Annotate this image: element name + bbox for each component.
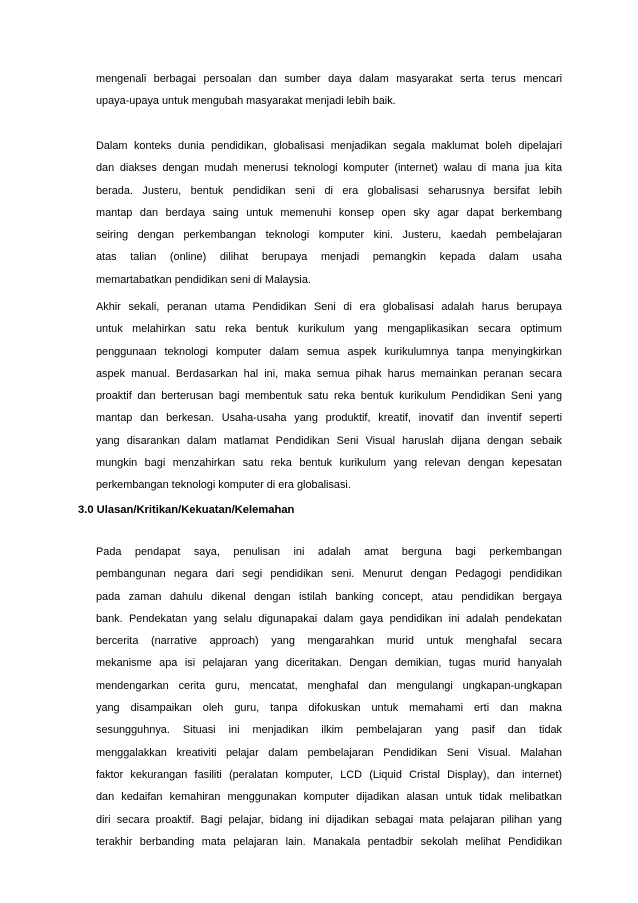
text-line: atas talian (online) dilihat berupaya menjadi pemangkin kepada dalam usaha <box>96 251 562 264</box>
text-line: bercerita (narrative approach) yang mengarahkan murid untuk menghafal secara <box>96 635 562 648</box>
paragraph-continuation <box>96 68 562 113</box>
paragraph-globalisasi <box>96 135 562 291</box>
text-line: terakhir berbanding mata pelajaran lain. Manakala pentadbir sekolah melihat Pendidikan <box>96 835 562 848</box>
text-line: yang disampaikan oleh guru, tanpa difokuskan untuk memahami erti dan makna <box>96 702 562 715</box>
text-line: seiring dengan perkembangan teknologi komputer kini. Justeru, kaedah pembelajaran <box>96 229 562 242</box>
text-line: dan diakses dengan mudah menerusi teknologi komputer (internet) walau di mana jua kita <box>96 162 562 175</box>
text-line: pembangunan negara dari segi pendidikan seni. Menurut dengan Pedagogi pendidikan <box>96 568 562 581</box>
text-line: mekanisme apa isi pelajaran yang diceritakan. Dengan demikian, tugas murid hanyalah <box>96 657 562 670</box>
text-line: bank. Pendekatan yang selalu digunapakai dalam gaya pendidikan ini adalah pendekatan <box>96 612 562 625</box>
section-heading: 3.0 Ulasan/Kritikan/Kekuatan/Kelemahan <box>78 504 295 516</box>
text-line: dan kedaifan kemahiran menggunakan komputer dijadikan alasan untuk tidak melibatkan <box>96 791 562 804</box>
text-line: aspek manual. Berdasarkan hal ini, maka semua pihak harus memainkan peranan secara <box>96 367 562 380</box>
text-line: pada zaman dahulu dikenal dengan istilah banking concept, atau pendidikan bergaya <box>96 590 562 603</box>
text-line: proaktif dan berterusan bagi membentuk satu reka bentuk kurikulum Pendidikan Seni yang <box>96 390 562 403</box>
text-line: perkembangan teknologi komputer di era globalisasi. <box>96 479 351 492</box>
text-line: mantap dan berkesan. Usaha-usaha yang produktif, kreatif, inovatif dan inventif seperti <box>96 412 562 425</box>
text-line: berada. Justeru, bentuk pendidikan seni di era globalisasi seharusnya bersifat lebih <box>96 184 562 197</box>
text-line: memartabatkan pendidikan seni di Malaysia. <box>96 273 311 286</box>
text-line: Akhir sekali, peranan utama Pendidikan Seni di era globalisasi adalah harus berupaya <box>96 301 562 313</box>
text-line: faktor kekurangan fasiliti (peralatan komputer, LCD (Liquid Cristal Display), dan internet) <box>96 768 562 781</box>
text-line: sesungguhnya. Situasi ini menjadikan ilkim pembelajaran yang pasif dan tidak <box>96 724 562 737</box>
text-line: menggalakkan kreativiti pelajar dalam pembelajaran Pendidikan Seni Visual. Malahan <box>96 746 562 759</box>
paragraph-akhir-sekali <box>96 296 562 497</box>
text-line: upaya-upaya untuk mengubah masyarakat menjadi lebih baik. <box>96 95 396 108</box>
paragraph-pendapat <box>96 541 562 853</box>
text-line: Pada pendapat saya, penulisan ini adalah amat berguna bagi perkembangan <box>96 546 562 558</box>
text-line: untuk melahirkan satu reka bentuk kurikulum yang mengaplikasikan secara optimum <box>96 323 562 336</box>
text-line: mengenali berbagai persoalan dan sumber daya dalam masyarakat serta terus mencari <box>96 73 562 85</box>
text-line: mendengarkan cerita guru, mencatat, menghafal dan mengulangi ungkapan-ungkapan <box>96 679 562 692</box>
text-line: yang disarankan dalam matlamat Pendidikan Seni Visual haruslah dijana dengan sebaik <box>96 434 562 447</box>
text-line: diri secara proaktif. Bagi pelajar, bidang ini dijadikan sebagai mata pelajaran pilihan yang <box>96 813 562 826</box>
text-line: penggunaan teknologi komputer dalam semua aspek kurikulumnya tanpa menyingkirkan <box>96 345 562 358</box>
text-line: Dalam konteks dunia pendidikan, globalisasi menjadikan segala maklumat boleh dipelajari <box>96 140 562 152</box>
text-line: mantap dan berdaya saing untuk memenuhi konsep open sky agar dapat berkembang <box>96 206 562 219</box>
text-line: mungkin bagi menzahirkan satu reka bentuk kurikulum yang relevan dengan kepesatan <box>96 457 562 470</box>
